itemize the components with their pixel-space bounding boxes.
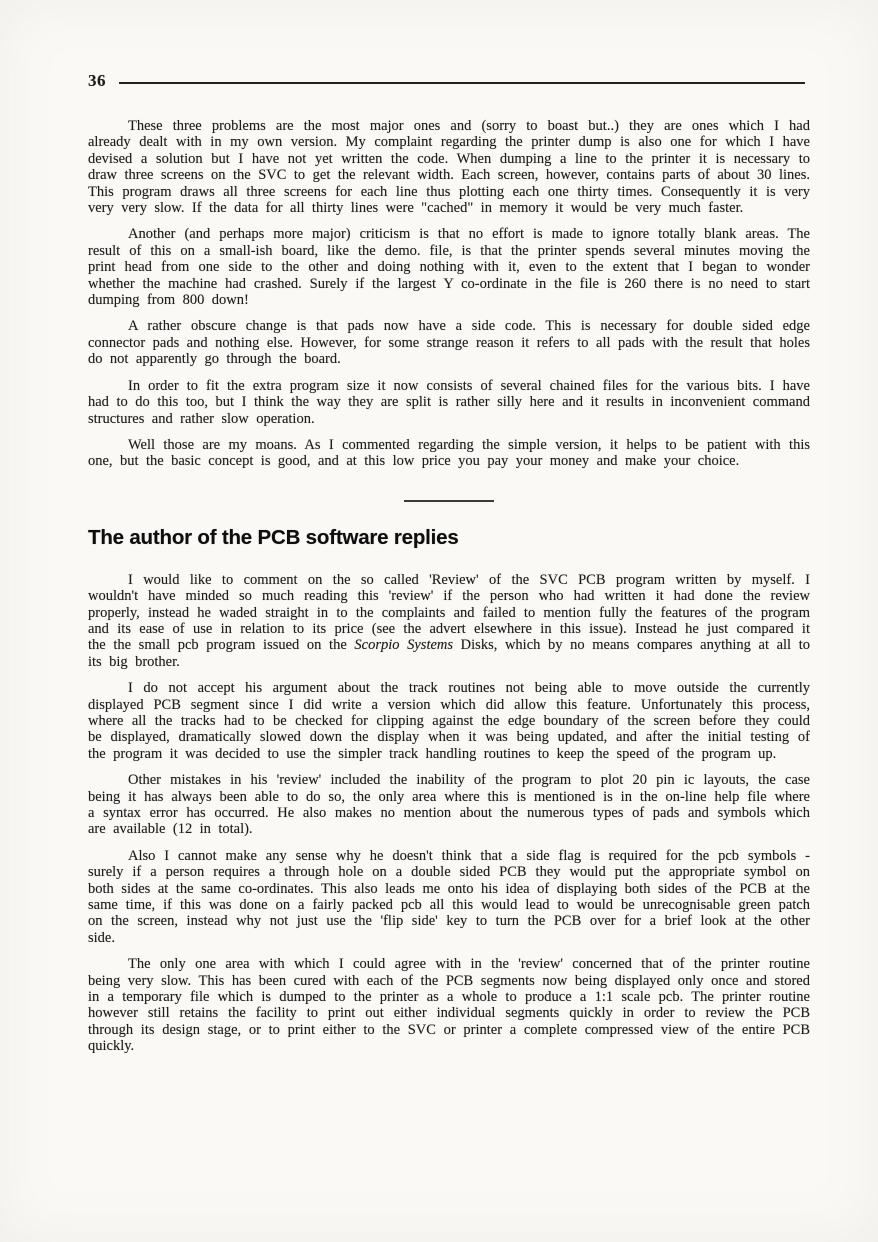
page-number: 36 <box>88 71 106 90</box>
paragraph-reply-5: The only one area with which I could agree with in the 'review' concerned that of the printer routine being very slow. This has been cured with each of the PCB segments now being displayed only once and stored in a temporary file which is dumped to the printer as a whole to produce a 1:1 scale pcb. The printer routine however still retains the facility to print out either individual segments quickly in order to review the PCB through its design stage, or to print either to the SVC or printer a complete compressed view of the entire PCB quickly. <box>88 956 810 1055</box>
section-divider <box>404 500 494 502</box>
paragraph-reply-1 <box>88 572 810 670</box>
italic-product-name: Scorpio Systems <box>354 637 454 654</box>
page-content <box>88 118 810 1065</box>
section-heading: The author of the PCB software replies <box>88 525 459 549</box>
paragraph-reply-1-text: I would like to comment on the so called 'Review' of the SVC PCB program written by myself. I wouldn't have minded so much reading this 'review' if the person who had written it had done the review properly, instead he waded straight in to the complaints and failed to mention fully the features of the program and its ease of use in relation to its price (see the advert elsewhere in this issue). Instead he just compared it the the small pcb program issued on the <box>88 571 810 654</box>
header-rule <box>119 82 805 84</box>
paragraph-review-5: Well those are my moans. As I commented regarding the simple version, it helps to be patient with this one, but the basic concept is good, and at this low price you pay your money and make your choice. <box>88 436 810 470</box>
paragraph-review-4: In order to fit the extra program size it now consists of several chained files for the various bits. I have had to do this too, but I think the way they are split is rather silly here and it results in inconvenient command structures and rather slow operation. <box>88 377 810 427</box>
paragraph-review-1: These three problems are the most major ones and (sorry to boast but..) they are ones which I had already dealt with in my own version. My complaint regarding the printer dump is also one for which I have devised a solution but I have not yet written the code. When dumping a line to the printer it is necessary to draw three screens on the SVC to get the relevant width. Each screen, however, contains parts of about 30 lines. This program draws all three screens for each line thus plotting each one thirty times. Consequently it is very very very slow. If the data for all thirty lines were "cached" in memory it would be very much faster. <box>88 118 810 217</box>
page-header <box>88 71 805 91</box>
paragraph-reply-3: Other mistakes in his 'review' included the inability of the program to plot 20 pin ic layouts, the case being it has always been able to do so, the only area where this is mentioned is in the on-line help file where a syntax error has occurred. He also makes no mention about the numerous types of pads and symbols which are available (12 in total). <box>88 772 810 838</box>
paragraph-reply-4: Also I cannot make any sense why he doesn't think that a side flag is required for the pcb symbols - surely if a person requires a through hole on a double sided PCB they would put the appropriate symbol on both sides at the same co-ordinates. This also leads me onto his idea of displaying both sides of the PCB at the same time, if this was done on a fairly packed pcb all this would lead to would be unrecognisable green patch on the screen, instead why not just use the 'flip side' key to turn the PCB over for a brief look at the other side. <box>88 847 810 946</box>
paragraph-reply-1-continued: Disks, which by no means compares anything at all to its big brother. <box>88 637 810 670</box>
paragraph-reply-2: I do not accept his argument about the track routines not being able to move outside the currently displayed PCB segment since I did write a version which did allow this feature. Unfortunately this process, where all the tracks had to be checked for clipping against the edge boundary of the screen before they could be displayed, dramatically slowed down the display when it was being updated, and after the initial testing of the program it was decided to use the simpler track handling routines to keep the speed of the program up. <box>88 680 810 762</box>
paragraph-review-2: Another (and perhaps more major) criticism is that no effort is made to ignore totally blank areas. The result of this on a small-ish board, like the demo. file, is that the printer spends several minutes moving the print head from one side to the other and doing nothing with it, even to the extent that I began to wonder whether the machine had crashed. Surely if the largest Y co-ordinate in the file is 260 there is no need to start dumping from 800 down! <box>88 226 810 309</box>
paragraph-review-3: A rather obscure change is that pads now have a side code. This is necessary for double sided edge connector pads and nothing else. However, for some strange reason it refers to all pads with the result that holes do not apparently go through the board. <box>88 318 810 368</box>
